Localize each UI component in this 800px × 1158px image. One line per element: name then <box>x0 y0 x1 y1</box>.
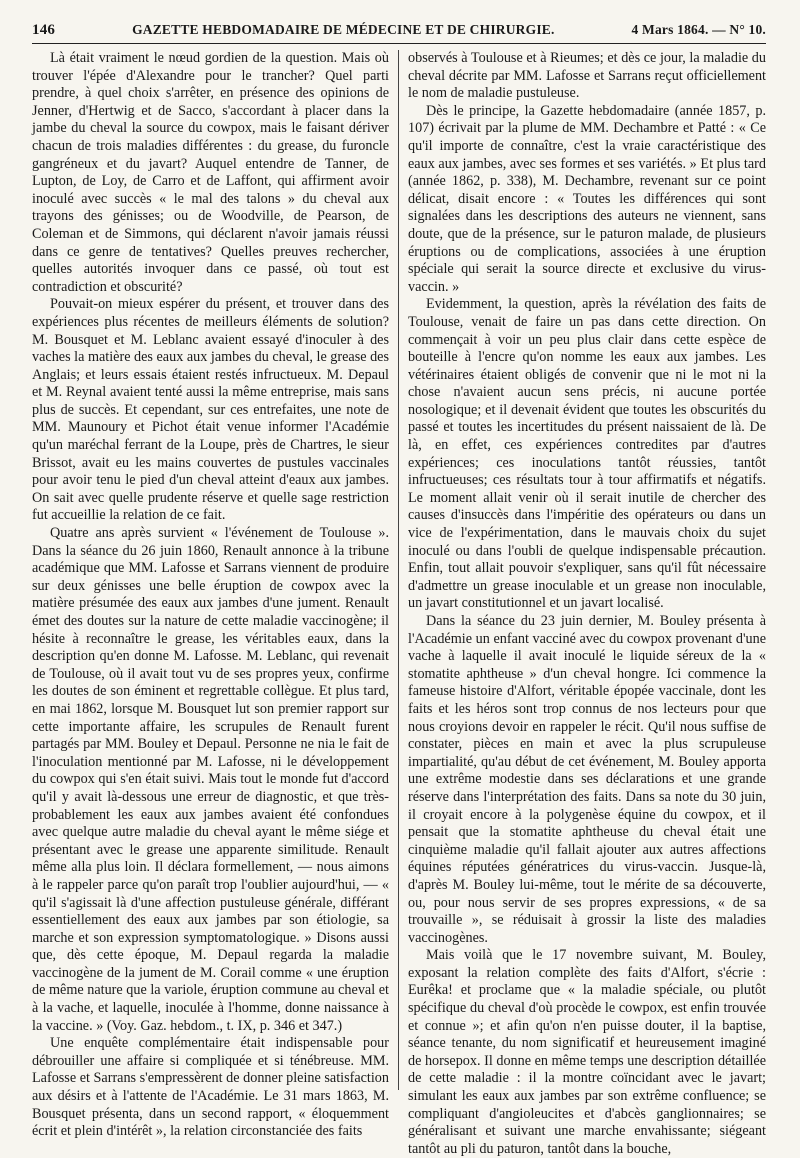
paragraph: Evidemment, la question, après la révélation des faits de Toulouse, venait de faire un pas dans cette direction. On commençait à voir un peu plus clair dans cette espèce de bouteille à l'encre qu'on nomme les eaux aux jambes. Les vétérinaires étaient obligés de convenir que ni le mot ni la chose n'avaient aucun sens précis, ni aucune portée nosologique; et il devenait évident que toutes les obscurités du passé et toutes les incertitudes du présent naissaient de là. De là, en effet, ces expériences contredites par d'autres expériences; ces inoculations tantôt réussies, tantôt infructueuses; ces résultats tour à tour affirmatifs et négatifs. Le moment allait venir où il serait inutile de chercher des causes d'insuccès dans l'impéritie des opérateurs ou dans un vice de l'expérimentation, dans le mauvais choix du sujet inoculé ou dans l'oubli de quelque indispensable précaution. Enfin, tout allait pouvoir s'expliquer, sans qu'il fût nécessaire d'admettre un grease inoculable et un grease non inoculable, un javart constitutionnel et un javart localisé. <box>408 296 766 612</box>
text-columns <box>32 50 766 1157</box>
issue-date: 4 Mars 1864. — N° 10. <box>631 22 766 37</box>
running-header <box>32 22 766 44</box>
paragraph: Dans la séance du 23 juin dernier, M. Bouley présenta à l'Académie un enfant vacciné avec du cowpox provenant d'une vache à laquelle il avait inoculé le liquide séreux de la « stomatite aphtheuse » d'un cheval hongre. Ici commence la fameuse histoire d'Alfort, véritable épopée vaccinale, dont les faits et les héros sont trop connus de nos lecteurs pour que nous croyions devoir en rappeler le récit. Qu'il nous suffise de constater, pièces en main et avec la plus scrupuleuse impartialité, qu'au début de cet événement, M. Bouley apporta une extrême modestie dans ses déclarations et une grande réserve dans l'interprétation des faits. Dans sa note du 30 juin, il croyait encore à la polygenèse équine du cowpox, et il pensait que la stomatite aphtheuse du cheval était une cinquième maladie qu'il fallait ajouter aux autres affections équines réputées génératrices du virus-vaccin. Jusque-là, d'après M. Bouley lui-même, tout le mérite de sa découverte, ou, pour nous servir de ses propres expressions, « de sa trouvaille », se réduisait à grossir la liste des maladies vaccinogènes. <box>408 613 766 946</box>
journal-title: GAZETTE HEBDOMADAIRE DE MÉDECINE ET DE CHIRURGIE. <box>132 22 555 37</box>
paragraph: Quatre ans après survient « l'événement de Toulouse ». Dans la séance du 26 juin 1860, Renault annonce à la tribune académique que MM. Lafosse et Sarrans viennent de produire sur deux génisses une belle éruption de cowpox avec la matière présumée des eaux aux jambes d'une jument. Renault émet des doutes sur la nature de cette maladie vaccinogène; il hésite à reconnaître le grease, les véritables eaux, dans la description qu'en donne M. Lafosse. M. Leblanc, qui revenait de Toulouse, où il avait tout vu de ses propres yeux, confirme les doutes de son éminent et regrettable collègue. Et plus tard, en mai 1862, lorsque M. Bousquet lut son premier rapport sur cette importante affaire, les scrupules de Renault furent partagés par MM. Bouley et Depaul. Personne ne nia le fait de l'inoculation mentionné par M. Lafosse, ni le développement du cowpox qui s'en était suivi. Mais tout le monde fut d'accord qu'il y avait là-dessous une erreur de diagnostic, et que très-probablement les eaux aux jambes avaient été confondues avec quelque autre maladie du cheval ayant le même siége et présentant avec le grease une apparente similitude. Renault même alla plus loin. Il déclara formellement, — nous aimons à le rappeler parce qu'on paraît trop l'oublier aujourd'hui, — « qu'il s'agissait là d'une affection pustuleuse générale, différant essentiellement des eaux aux jambes par son étiologie, sa marche et son expression symptomatologique. » Disons aussi que, dès cette époque, M. Depaul regarda la maladie vaccinogène de la jument de M. Corail comme « une éruption de même nature que la variole, éruption commune au cheval et à la vache, et laquelle, inoculée à l'homme, donne naissance à la vaccine. » (Voy. Gaz. hebdom., t. IX, p. 346 et 347.) <box>32 525 389 1034</box>
paragraph: observés à Toulouse et à Rieumes; et dès ce jour, la maladie du cheval décrite par MM. Lafosse et Sarrans reçut officiellement le nom de maladie pustuleuse. <box>408 50 766 102</box>
paragraph: Pouvait-on mieux espérer du présent, et trouver dans des expériences plus récentes de meilleurs éléments de solution? M. Bousquet et M. Leblanc avaient essayé d'inoculer à des vaches la matière des eaux aux jambes du cheval, le grease des Anglais; et leurs essais étaient restés infructueux. M. Depaul et M. Reynal avaient tenté aussi la même entreprise, mais sans plus de succès. Et cependant, sur ces entrefaites, une note de MM. Maunoury et Pichot était venue informer l'Académie qu'un maréchal ferrant de la Loupe, près de Chartres, le sieur Brissot, avait eu les mains couvertes de pustules vaccinales pour avoir tenu le pied d'un cheval atteint d'eaux aux jambes. On sait avec quelle prudente réserve et quelle sage restriction fut accueillie la relation de ce fait. <box>32 296 389 524</box>
paragraph: Mais voilà que le 17 novembre suivant, M. Bouley, exposant la relation complète des faits d'Alfort, s'écrie : Eurêka! et proclame que « la maladie spéciale, ou plutôt spécifique du cheval d'où procède le cowpox, est enfin trouvée et connue »; et afin qu'on n'en puisse douter, il la baptise, séance tenante, du nom significatif et heureusement imaginé de horsepox. Il donne en même temps une description détaillée de cette maladie : il la montre coïncidant avec le javart; simulant les eaux aux jambes par son extrême confluence; se compliquant d'angioleucites et d'abcès ganglionnaires; se généralisant et suivant une marche envahissante; siégeant tantôt au pli du paturon, tantôt dans la bouche, <box>408 947 766 1157</box>
paragraph: Dès le principe, la Gazette hebdomadaire (année 1857, p. 107) écrivait par la plume de MM. Dechambre et Patté : « Ce qu'il importe de connaître, c'est la vraie caractéristique des eaux aux jambes, avec ses formes et ses variétés. » Et plus tard (année 1862, p. 338), M. Dechambre, revenant sur ce point délicat, disait encore : « Toutes les différences qui sont signalées dans les descriptions des auteurs ne viennent, sans doute, que de la présence, sur le paturon malade, de plusieurs éruptions ou de complications, associées à une éruption spéciale qui serait la source directe et exclusive du virus-vaccin. » <box>408 102 766 295</box>
page-number: 146 <box>32 22 56 38</box>
left-column <box>32 50 399 1140</box>
paragraph: Une enquête complémentaire était indispensable pour débrouiller une affaire si compliquée et si ténébreuse. MM. Lafosse et Sarrans s'empressèrent de donner pleine satisfaction aux désirs et à l'attente de l'Académie. Le 31 mars 1863, M. Bousquet présenta, dans un second rapport, « éloquemment écrit et plein d'intérêt », la relation circonstanciée des faits <box>32 1035 389 1140</box>
paragraph: Là était vraiment le nœud gordien de la question. Mais où trouver l'épée d'Alexandre pour le trancher? Quel parti prendre, à quel choix s'arrêter, en présence des opinions de Jenner, d'Hertwig et de Sacco, s'accordant à placer dans la jambe du cheval la source du cowpox, mais le faisant dériver chacun de trois maladies différentes : du grease, du furoncle gangréneux et du javart? Auquel entendre de Tanner, de Lupton, de Loy, de Carro et de Laffont, qui affirment avoir inoculé avec succès « le mal des talons » du cheval aux trayons des génisses; ou de Woodville, de Pearson, de Coleman et de Simmons, qui déclarent n'avoir jamais réussi dans ce genre de tentatives? Quelles preuves rechercher, quelles autorités invoquer dans ce passé, où tout est contradiction et obscurité? <box>32 50 389 295</box>
right-column <box>399 50 766 1157</box>
